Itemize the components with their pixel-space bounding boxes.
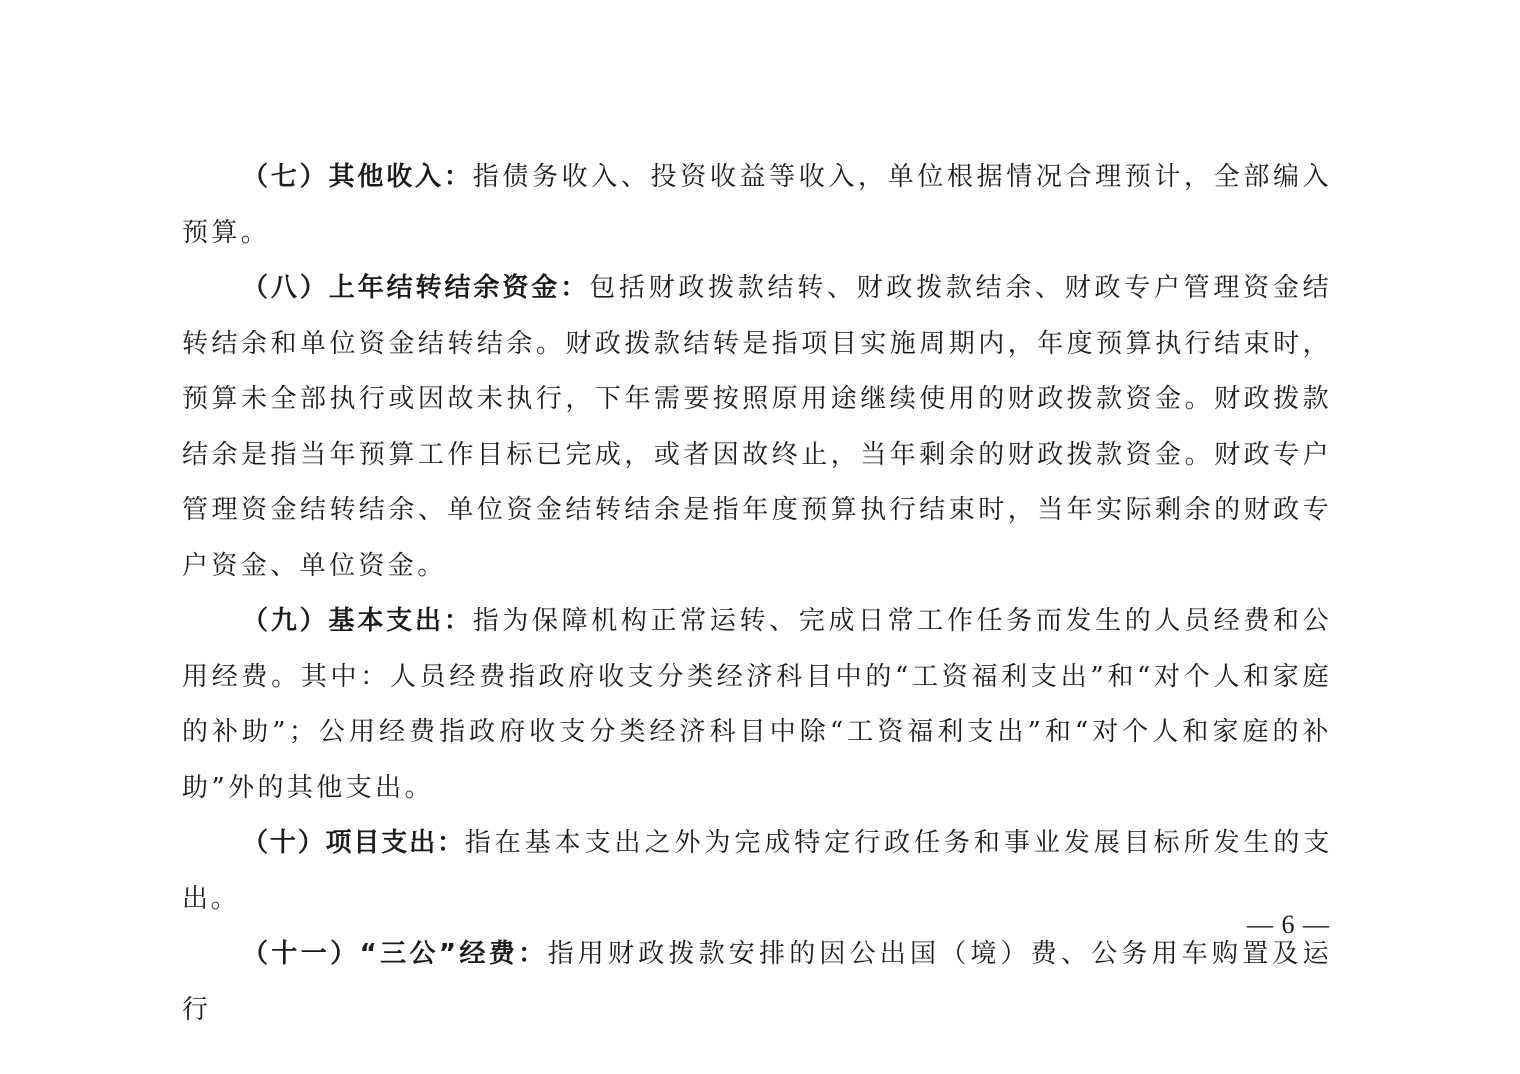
definition-three-public-expenses: 指用财政拨款安排的因公出国（境）费、公务用车购置及运行 (182, 939, 1333, 1025)
term-basic-expenditure: （九）基本支出： (242, 606, 473, 636)
paragraph-carryover-funds (182, 261, 1332, 594)
definition-other-income: 指债务收入、投资收益等收入，单位根据情况合理预计，全部编入预算。 (182, 162, 1332, 248)
term-other-income: （七）其他收入： (242, 162, 473, 192)
paragraph-other-income (182, 150, 1332, 261)
term-three-public-expenses: （十一）“三公”经费： (242, 939, 548, 969)
paragraph-basic-expenditure (182, 594, 1332, 816)
term-project-expenditure: （十）项目支出： (242, 828, 465, 858)
definition-carryover-funds: 包括财政拨款结转、财政拨款结余、财政专户管理资金结转结余和单位资金结转结余。财政拨款结转是指项目实施周期内，年度预算执行结束时，预算未全部执行或因故未执行，下年需要按照原用途继续使用的财政拨款资金。财政拨款结余是指当年预算工作目标已完成，或者因故终止，当年剩余的财政拨款资金。财政专户管理资金结转结余、单位资金结转结余是指年度预算执行结束时，当年实际剩余的财政专户资金、单位资金。 (182, 273, 1332, 581)
page-number: — 6 — (1247, 910, 1330, 939)
term-carryover-funds: （八）上年结转结余资金： (242, 273, 590, 303)
body-text (182, 150, 1332, 1038)
definition-basic-expenditure: 指为保障机构正常运转、完成日常工作任务而发生的人员经费和公用经费。其中：人员经费指政府收支分类经济科目中的“工资福利支出”和“对个人和家庭的补助”；公用经费指政府收支分类经济科目中除“工资福利支出”和“对个人和家庭的补助”外的其他支出。 (182, 606, 1332, 803)
paragraph-project-expenditure (182, 816, 1332, 927)
paragraph-three-public-expenses (182, 927, 1332, 1038)
definition-project-expenditure: 指在基本支出之外为完成特定行政任务和事业发展目标所发生的支出。 (182, 828, 1332, 914)
